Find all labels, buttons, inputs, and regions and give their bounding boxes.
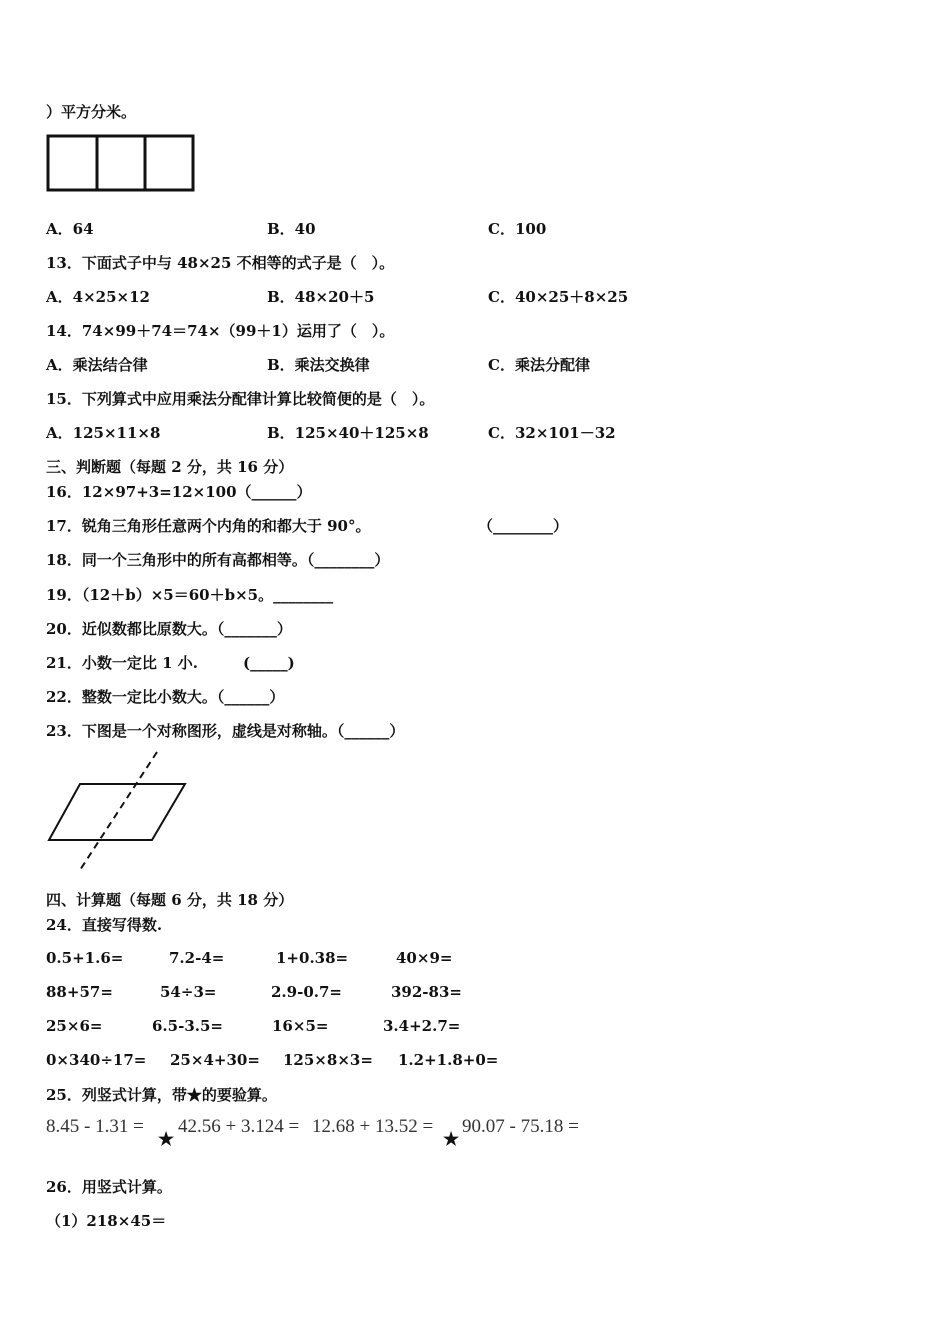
calc-r4-c3: 125×8×3=: [283, 1051, 373, 1069]
section-4-heading: 四、计算题（每题 6 分，共 18 分）: [46, 891, 294, 909]
square-1: [48, 136, 97, 190]
q13-option-a[interactable]: A．4×25×12: [46, 288, 150, 306]
calc-r3-c3: 16×5=: [272, 1017, 329, 1035]
calc-r1-c2: 7.2-4=: [169, 949, 225, 967]
calc-r2-c2: 54÷3=: [160, 983, 217, 1001]
q26-sub1: （1）218×45＝: [46, 1212, 167, 1230]
q14-option-b[interactable]: B．乘法交换律: [267, 356, 370, 374]
q17-blank[interactable]: （________）: [478, 517, 569, 535]
vertical-calc-4: 90.07 - 75.18 =: [462, 1116, 579, 1137]
q21-stem: 21．小数一定比 1 小.: [46, 654, 198, 672]
calc-r2-c4: 392-83=: [391, 983, 462, 1001]
square-3: [145, 136, 193, 190]
star-icon: ★: [443, 1129, 460, 1150]
q13-option-c[interactable]: C．40×25＋8×25: [488, 288, 629, 306]
q20: 20．近似数都比原数大。（_______）: [46, 620, 292, 638]
q23: 23．下图是一个对称图形，虚线是对称轴。（______）: [46, 722, 405, 740]
calc-r3-c4: 3.4+2.7=: [383, 1017, 461, 1035]
parallelogram-figure: [44, 750, 194, 872]
q15-option-c[interactable]: C．32×101－32: [488, 424, 616, 442]
q25-stem: 25．列竖式计算，带★的要验算。: [46, 1086, 277, 1104]
q12-tail: ）平方分米。: [46, 103, 137, 121]
q14-option-a[interactable]: A．乘法结合律: [46, 356, 148, 374]
calc-r4-c4: 1.2+1.8+0=: [398, 1051, 499, 1069]
q12-option-a[interactable]: A．64: [46, 220, 94, 238]
q16: 16．12×97+3=12×100（______）: [46, 483, 312, 501]
q14-option-c[interactable]: C．乘法分配律: [488, 356, 590, 374]
calc-r3-c2: 6.5-3.5=: [152, 1017, 223, 1035]
q24-stem: 24．直接写得数.: [46, 916, 163, 934]
square-2: [97, 136, 145, 190]
symmetry-axis: [80, 752, 157, 870]
calc-r4-c2: 25×4+30=: [170, 1051, 260, 1069]
q26-stem: 26．用竖式计算。: [46, 1178, 172, 1196]
q17-stem: 17．锐角三角形任意两个内角的和都大于 90°。: [46, 517, 371, 535]
q15-option-a[interactable]: A．125×11×8: [46, 424, 161, 442]
three-squares-figure: [46, 134, 198, 194]
q13-option-b[interactable]: B．48×20＋5: [267, 288, 375, 306]
q12-option-c[interactable]: C．100: [488, 220, 547, 238]
q14-stem: 14．74×99＋74＝74×（99＋1）运用了（ ）。: [46, 322, 395, 340]
section-3-heading: 三、判断题（每题 2 分，共 16 分）: [46, 458, 294, 476]
calc-r1-c1: 0.5+1.6=: [46, 949, 124, 967]
calc-r2-c3: 2.9-0.7=: [271, 983, 342, 1001]
vertical-calc-1: 8.45 - 1.31 =: [46, 1116, 144, 1137]
q15-stem: 15．下列算式中应用乘法分配律计算比较简便的是（ ）。: [46, 390, 435, 408]
calc-r2-c1: 88+57=: [46, 983, 113, 1001]
q13-stem: 13．下面式子中与 48×25 不相等的式子是（ ）。: [46, 254, 395, 272]
q21-blank[interactable]: (_____): [243, 654, 295, 672]
calc-r4-c1: 0×340÷17=: [46, 1051, 147, 1069]
vertical-calc-2: 42.56 + 3.124 =: [178, 1116, 300, 1137]
vertical-calc-3: 12.68 + 13.52 =: [312, 1116, 434, 1137]
calc-r1-c4: 40×9=: [396, 949, 453, 967]
q15-option-b[interactable]: B．125×40＋125×8: [267, 424, 429, 442]
calc-r3-c1: 25×6=: [46, 1017, 103, 1035]
calc-r1-c3: 1+0.38=: [276, 949, 349, 967]
q22: 22．整数一定比小数大。（______）: [46, 688, 285, 706]
q12-option-b[interactable]: B．40: [267, 220, 316, 238]
q18: 18．同一个三角形中的所有高都相等。（________）: [46, 551, 390, 569]
q19: 19．（12＋b）×5＝60＋b×5。________: [46, 586, 334, 604]
star-icon: ★: [158, 1129, 175, 1150]
